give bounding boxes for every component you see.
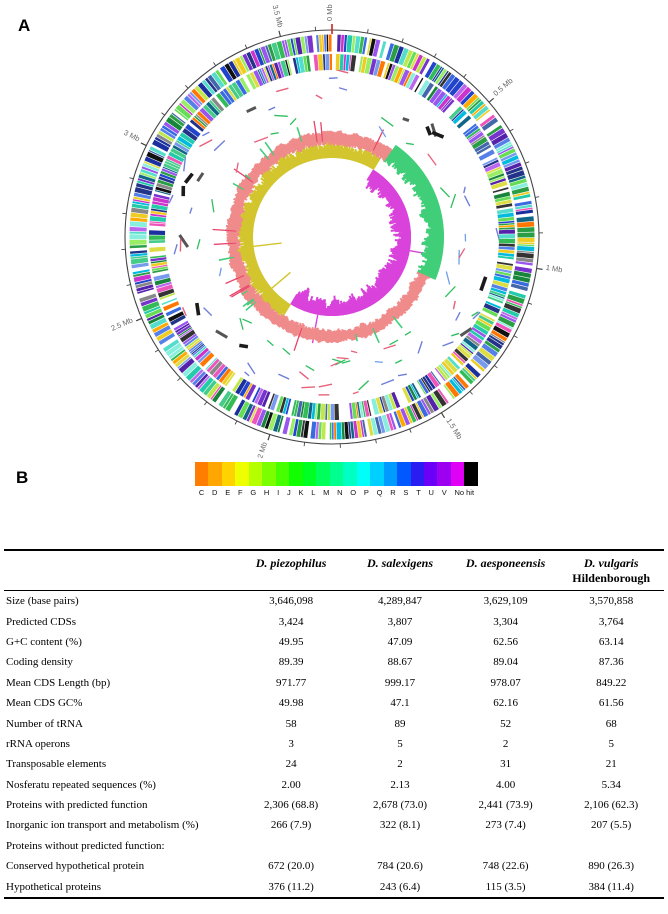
cell-value: 2,441 (73.9)	[478, 799, 533, 812]
row-label: G+C content (%)	[6, 635, 82, 648]
legend-swatch-s	[411, 462, 424, 486]
legend-label: Q	[376, 488, 383, 497]
cell-value: 47.1	[390, 697, 410, 710]
legend-label: D	[212, 488, 218, 497]
cell-value: 849.22	[596, 676, 627, 689]
mb-axis-label: 1.5 Mb	[444, 416, 465, 441]
cell-value: 243 (6.4)	[379, 880, 421, 893]
legend-label: G	[250, 488, 257, 497]
legend-label: P	[363, 488, 369, 497]
legend-label: I	[277, 488, 280, 497]
cell-value: 322 (8.1)	[379, 819, 421, 832]
column-header: D. aesponeensis	[465, 556, 546, 570]
cell-value: 89.04	[493, 656, 518, 669]
mb-axis-label: 2 Mb	[255, 440, 270, 458]
cell-value: 4.00	[495, 778, 516, 791]
legend-label: C	[198, 488, 205, 497]
table-row	[4, 673, 664, 693]
table-row	[4, 876, 664, 897]
legend-label: F	[237, 488, 243, 497]
cell-value: 3,304	[493, 615, 518, 628]
legend-label: H	[263, 488, 270, 497]
legend-swatch-p	[370, 462, 383, 486]
table-row	[4, 815, 664, 835]
column-header: D. vulgaris Hildenborough	[572, 556, 651, 585]
legend-swatch-k	[303, 462, 316, 486]
cell-value: 52	[500, 717, 512, 730]
legend-swatch-r	[397, 462, 410, 486]
cell-value: 748 (22.6)	[482, 860, 529, 873]
row-label: Number of tRNA	[6, 717, 83, 730]
legend-label: R	[390, 488, 396, 497]
cell-value: 3,646,098	[269, 595, 314, 608]
table-row	[4, 632, 664, 652]
table-header	[4, 550, 664, 591]
legend-label: S	[403, 488, 409, 497]
row-label: Size (base pairs)	[6, 595, 79, 608]
legend-label: E	[225, 488, 231, 497]
cell-value: 672 (20.0)	[268, 860, 314, 873]
cell-value	[453, 836, 559, 856]
legend-label: O	[350, 488, 357, 497]
cell-value: 58	[285, 717, 297, 730]
cell-value: 68	[605, 717, 617, 730]
cell-value: 89.39	[278, 656, 304, 669]
cell-value: 115 (3.5)	[485, 880, 526, 893]
legend-label: J	[286, 488, 291, 497]
table-corner-cell	[4, 550, 235, 591]
legend-label: T	[416, 488, 421, 497]
cell-value	[347, 836, 453, 856]
legend-swatch-c	[195, 462, 208, 486]
cell-value: 2,306 (68.8)	[264, 799, 319, 812]
table-body	[4, 591, 664, 898]
cell-value	[558, 836, 664, 856]
cell-value: 31	[500, 758, 512, 771]
row-label: Coding density	[6, 656, 73, 669]
cell-value: 384 (11.4)	[588, 880, 634, 893]
table-row	[4, 611, 664, 631]
legend-color-bar	[195, 462, 478, 486]
row-label: Nosferatu repeated sequences (%)	[6, 778, 156, 791]
cell-value: 273 (7.4)	[485, 819, 526, 832]
row-label: Mean CDS Length (bp)	[6, 676, 111, 689]
cell-value: 2.13	[390, 778, 410, 791]
cell-value: 971.77	[275, 676, 307, 689]
cell-value: 87.36	[598, 656, 624, 669]
legend-swatch-f	[235, 462, 248, 486]
legend-swatch-q	[384, 462, 397, 486]
cell-value: 3,424	[278, 615, 304, 628]
table-row	[4, 591, 664, 612]
legend-label: U	[428, 488, 434, 497]
cell-value: 5	[608, 737, 614, 750]
cell-value: 3	[288, 737, 294, 750]
cell-value: 61.56	[598, 697, 624, 710]
legend-swatch-no-hit	[464, 462, 477, 486]
cell-value: 2	[397, 758, 403, 771]
row-label: Transposable elements	[6, 758, 107, 771]
table-row	[4, 693, 664, 713]
cell-value: 21	[605, 758, 617, 771]
row-label: rRNA operons	[6, 737, 70, 750]
legend-swatch-i	[276, 462, 289, 486]
legend-label: L	[311, 488, 316, 497]
cell-value: 784 (20.6)	[377, 860, 423, 873]
legend-label: K	[298, 488, 304, 497]
cell-value: 890 (26.3)	[588, 860, 635, 873]
legend-label: No hit	[454, 488, 475, 497]
panel-a-label: A	[18, 16, 31, 35]
row-label: Proteins with predicted function	[6, 799, 148, 812]
cell-value: 3,570,858	[589, 595, 634, 608]
mb-axis-label: 2.5 Mb	[109, 315, 135, 333]
legend-label: M	[323, 488, 330, 497]
cell-value: 2.00	[281, 778, 301, 791]
table-row	[4, 775, 664, 795]
table-row	[4, 754, 664, 774]
table-row	[4, 795, 664, 815]
cell-value: 3,764	[598, 615, 624, 628]
cell-value: 376 (11.2)	[268, 880, 314, 893]
cell-value: 63.14	[598, 635, 624, 648]
mb-axis-label: 0.5 Mb	[491, 76, 515, 98]
cell-value: 62.56	[493, 635, 518, 648]
cell-value: 3,629,109	[483, 595, 528, 608]
cell-value: 49.98	[278, 697, 304, 710]
cell-value: 47.09	[387, 635, 413, 648]
mb-axis-label: 3.5 Mb	[270, 3, 285, 29]
cell-value: 24	[285, 758, 297, 771]
cell-value: 2	[502, 737, 509, 750]
row-label: Conserved hypothetical protein	[6, 860, 145, 873]
legend-swatch-d	[208, 462, 221, 486]
legend-category-labels	[195, 488, 478, 497]
cell-value: 49.95	[278, 635, 304, 648]
cell-value: 3,807	[387, 615, 413, 628]
mb-axis-label: 0 Mb	[325, 4, 334, 21]
legend-swatch-t	[424, 462, 437, 486]
mb-axis-label: 1 Mb	[545, 262, 564, 275]
table-row	[4, 652, 664, 672]
legend-swatch-o	[357, 462, 370, 486]
cell-value: 5	[397, 737, 403, 750]
cell-value: 2,106 (62.3)	[584, 799, 639, 812]
table-row	[4, 713, 664, 733]
panel-b-label: B	[16, 468, 29, 487]
cell-value: 978.07	[490, 676, 521, 689]
cell-value: 62.16	[493, 697, 518, 710]
legend-swatch-m	[330, 462, 343, 486]
row-label: Proteins without predicted function:	[6, 839, 165, 852]
cell-value: 4,289,847	[377, 595, 422, 608]
column-header: D. piezophilus	[255, 556, 327, 570]
row-label: Predicted CDSs	[6, 615, 76, 628]
legend-swatch-u	[437, 462, 450, 486]
cell-value: 5.34	[601, 778, 621, 791]
cell-value: 88.67	[387, 656, 413, 669]
row-label: Hypothetical proteins	[6, 880, 102, 893]
cell-value: 266 (7.9)	[270, 819, 312, 832]
legend-label: V	[441, 488, 447, 497]
legend-swatch-v	[451, 462, 464, 486]
mb-axis-label: 3 Mb	[122, 127, 142, 144]
genome-comparison-table	[4, 549, 664, 899]
cell-value: 89	[394, 717, 406, 730]
legend-label: N	[337, 488, 343, 497]
row-label: Inorganic ion transport and metabolism (%)	[6, 819, 199, 832]
legend-swatch-l	[316, 462, 329, 486]
legend-swatch-h	[262, 462, 275, 486]
legend-swatch-e	[222, 462, 235, 486]
table-row	[4, 856, 664, 876]
table-row	[4, 734, 664, 754]
legend-swatch-n	[343, 462, 356, 486]
cell-value: 2,678 (73.0)	[372, 799, 428, 812]
row-label: Mean CDS GC%	[6, 697, 83, 710]
legend-swatch-g	[249, 462, 262, 486]
cell-value: 999.17	[384, 676, 416, 689]
cog-color-legend	[195, 462, 479, 497]
table-row	[4, 836, 664, 856]
cell-value	[235, 836, 347, 856]
legend-swatch-j	[289, 462, 302, 486]
column-header: D. salexigens	[366, 556, 433, 570]
cell-value: 207 (5.5)	[591, 819, 632, 832]
